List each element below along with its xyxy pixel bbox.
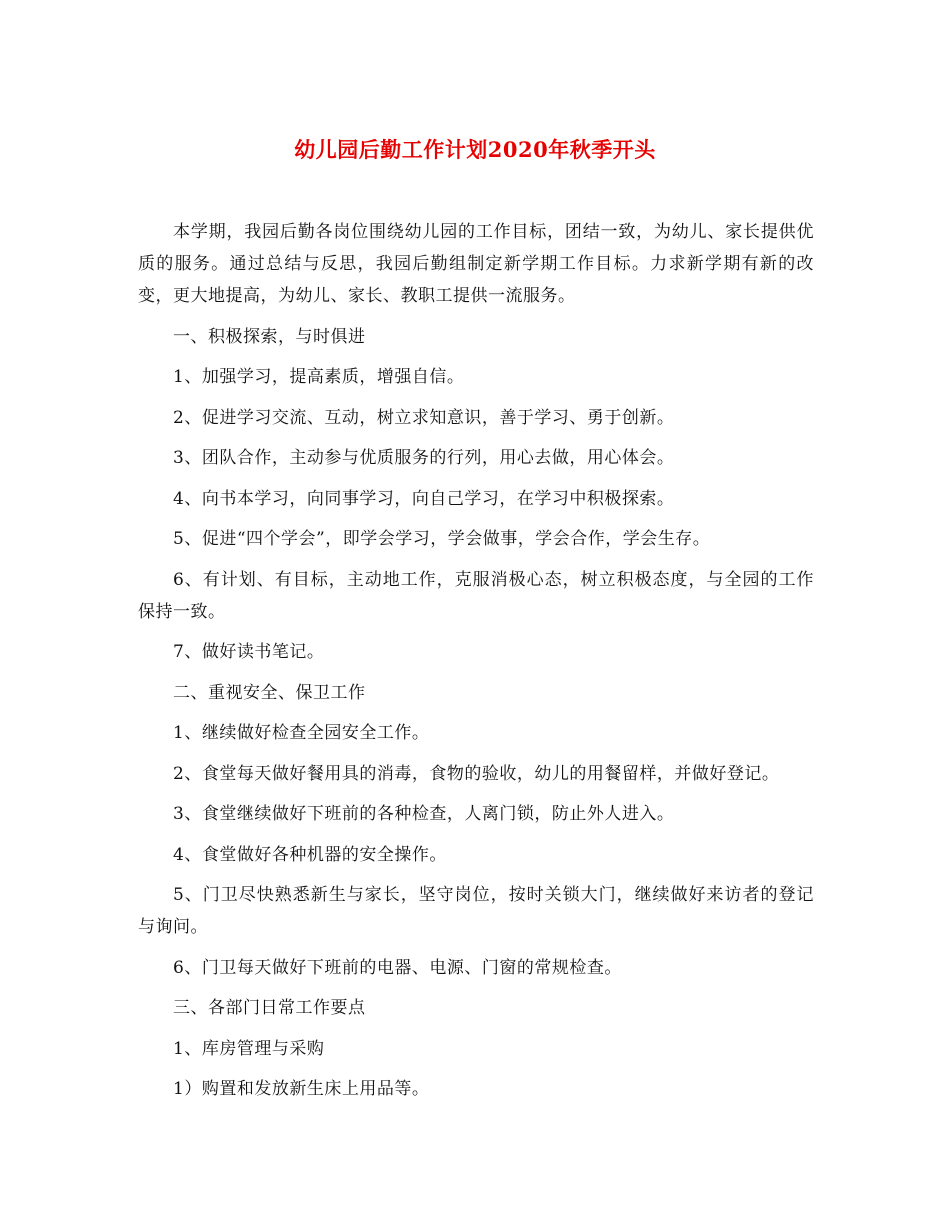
document-paragraph: 2、促进学习交流、互动，树立求知意识，善于学习、勇于创新。: [173, 407, 675, 428]
document-paragraph: 6、有计划、有目标，主动地工作，克服消极心态，树立积极态度，与全园的工作保持一致。: [138, 569, 814, 622]
document-paragraph: 5、促进“四个学会”，即学会学习，学会做事，学会合作，学会生存。: [173, 529, 711, 549]
document-body: [138, 216, 814, 1114]
document-paragraph: 三、各部门日常工作要点: [173, 998, 366, 1018]
document-paragraph: 二、重视安全、保卫工作: [173, 682, 366, 703]
document-paragraph: 1、继续做好检查全园安全工作。: [173, 723, 430, 743]
document-paragraph: 2、食堂每天做好餐用具的消毒，食物的验收，幼儿的用餐留样，并做好登记。: [173, 763, 780, 784]
document-paragraph: 本学期，我园后勤各岗位围绕幼儿园的工作目标，团结一致，为幼儿、家长提供优质的服务。通过总结与反思，我园后勤组制定新学期工作目标。力求新学期有新的改变，更大地提高，为幼儿、家长、教职工提供一流服务。: [138, 222, 814, 306]
document-paragraph: 4、食堂做好各种机器的安全操作。: [173, 844, 447, 865]
document-paragraph: 一、积极探索，与时俱进: [173, 326, 366, 347]
document-paragraph: 7、做好读书笔记。: [173, 642, 325, 662]
document-paragraph: 6、门卫每天做好下班前的电器、电源、门窗的常规检查。: [173, 957, 622, 978]
document-paragraph: 3、团队合作，主动参与优质服务的行列，用心去做，用心体会。: [173, 448, 675, 468]
document-paragraph: 1）购置和发放新生床上用品等。: [173, 1079, 430, 1099]
document-paragraph: 1、加强学习，提高素质，增强自信。: [173, 367, 465, 387]
document-title: 幼儿园后勤工作计划2020年秋季开头: [294, 137, 656, 162]
document-paragraph: 4、向书本学习，向同事学习，向自己学习，在学习中积极探索。: [173, 488, 675, 509]
document-paragraph: 3、食堂继续做好下班前的各种检查，人离门锁，防止外人进入。: [173, 804, 675, 824]
document-paragraph: 5、门卫尽快熟悉新生与家长，坚守岗位，按时关锁大门，继续做好来访者的登记与询问。: [138, 885, 814, 937]
document-paragraph: 1、库房管理与采购: [173, 1038, 325, 1059]
